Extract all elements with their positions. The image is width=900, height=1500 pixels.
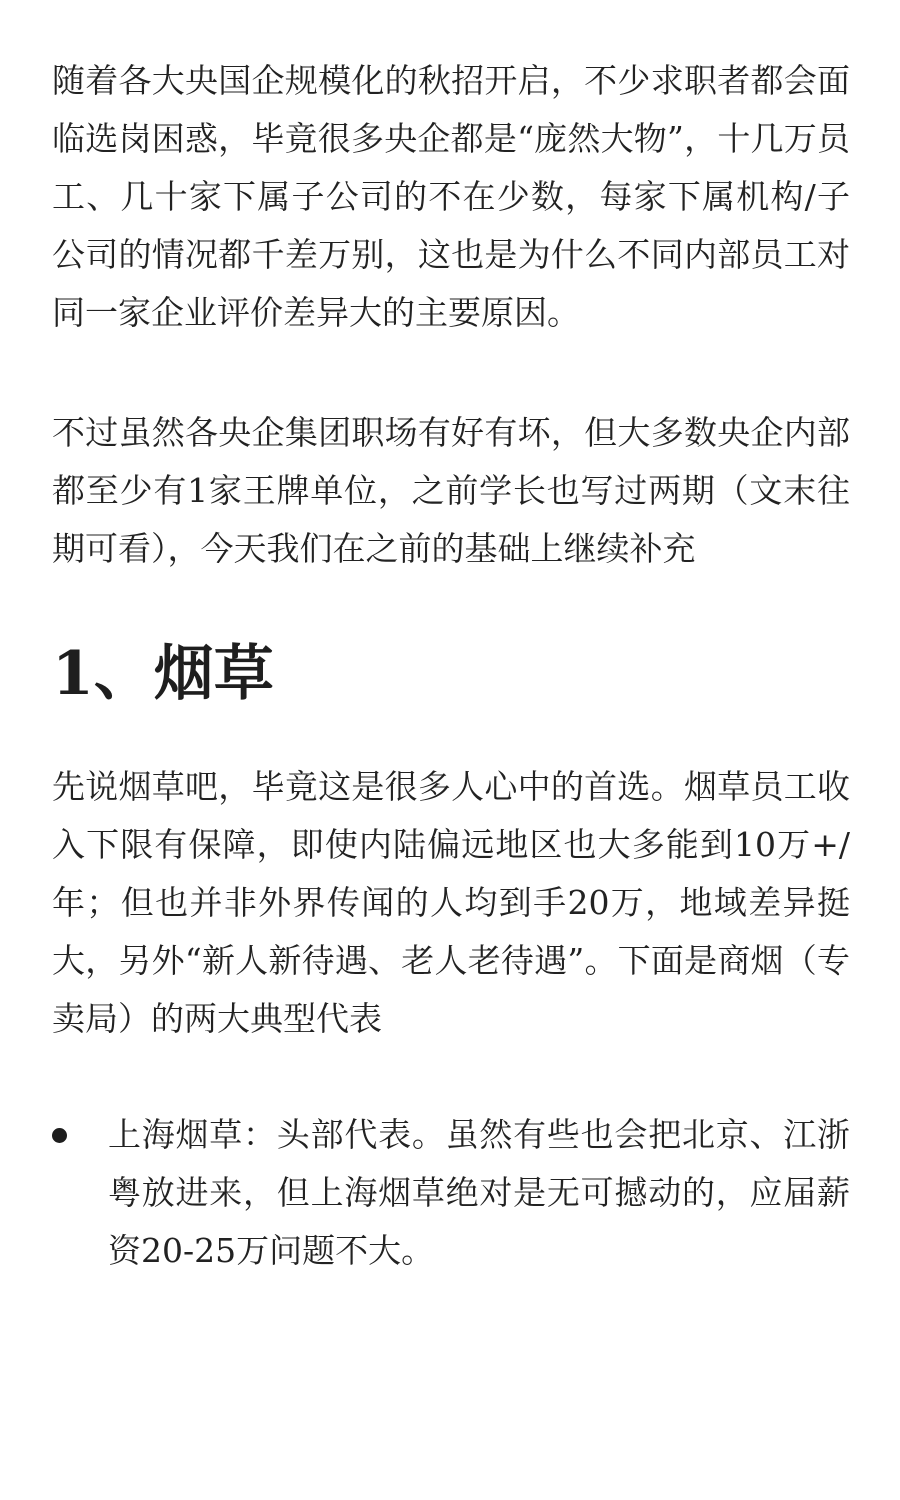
list-spacer [52,1048,850,1106]
paragraph-spacer [52,342,850,404]
section-heading-tobacco: 1、烟草 [52,639,274,709]
bullet-dot-icon [52,1106,108,1164]
heading-spacer [52,712,850,758]
tobacco-intro-paragraph: 先说烟草吧，毕竟这是很多人心中的首选。烟草员工收入下限有保障，即使内陆偏远地区也大多能到10万+/年；但也并非外界传闻的人均到手20万，地域差异挺大，另外“新人新待遇、老人老待遇”。下面是商烟（专卖局）的两大典型代表 [52,767,850,1038]
bullet-list-item [52,1106,850,1280]
intro-paragraph: 随着各大央国企规模化的秋招开启，不少求职者都会面临选岗困惑，毕竟很多央企都是“庞然大物”，十几万员工、几十家下属子公司的不在少数，每家下属机构/子公司的情况都千差万别，这也是为什么不同内部员工对同一家企业评价差异大的主要原因。 [52,61,850,332]
bullet-text-shanghai-tobacco: 上海烟草：头部代表。虽然有些也会把北京、江浙粤放进来，但上海烟草绝对是无可撼动的，应届薪资20-25万问题不大。 [108,1115,850,1270]
article-body [52,52,850,1280]
context-paragraph: 不过虽然各央企集团职场有好有坏，但大多数央企内部都至少有1家王牌单位，之前学长也写过两期（文末往期可看），今天我们在之前的基础上继续补充 [52,413,850,568]
section-spacer [52,578,850,636]
